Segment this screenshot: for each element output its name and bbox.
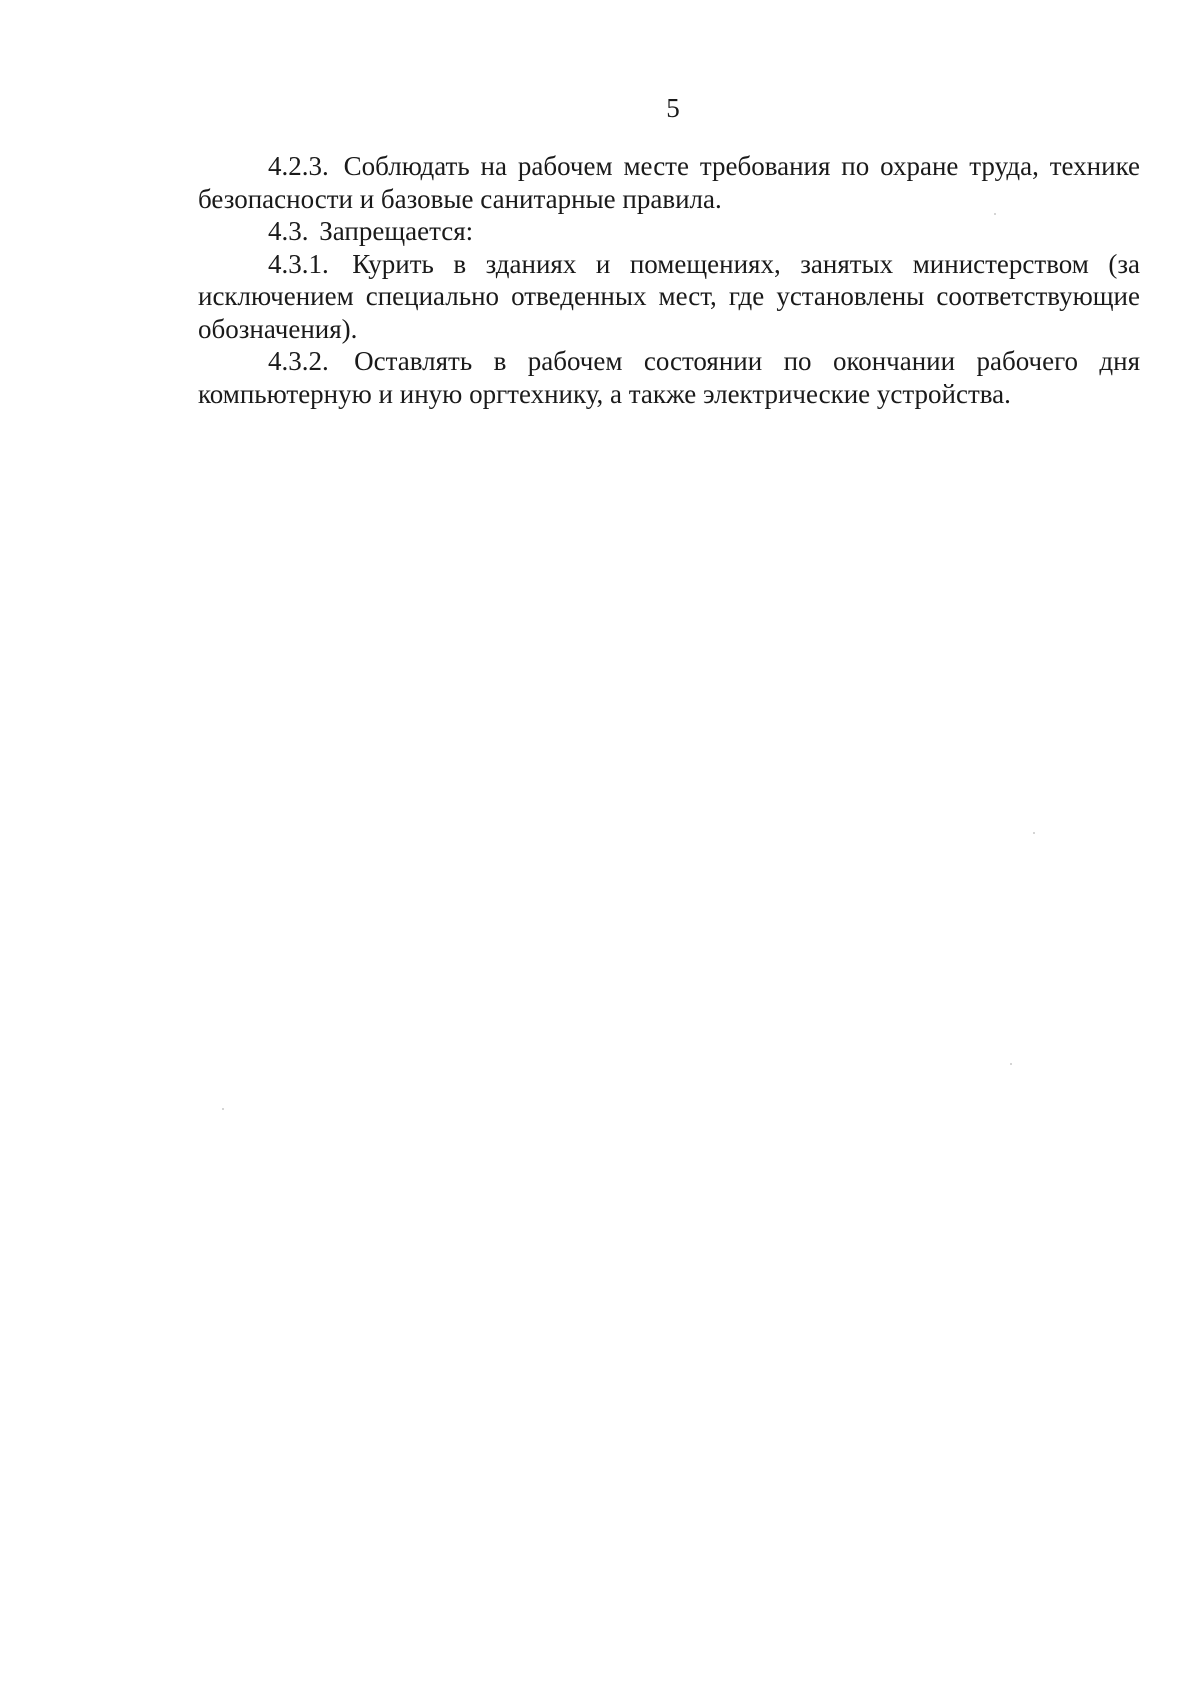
paragraph-text: Оставлять в рабочем состоянии по окончании рабочего дня компьютерную и иную оргтехнику, а также электрические устройства. xyxy=(198,346,1140,409)
scan-speck xyxy=(1033,832,1035,834)
paragraph-number: 4.3.2. xyxy=(268,346,329,376)
paragraph-4-3 xyxy=(198,215,1140,248)
paragraph-4-3-2 xyxy=(198,345,1140,410)
paragraph-4-3-1 xyxy=(198,248,1140,346)
paragraph-text: Соблюдать на рабочем месте требования по охране труда, технике безопасности и базовые санитарные правила. xyxy=(198,151,1140,214)
paragraph-text: Запрещается: xyxy=(319,216,474,246)
page-number: 5 xyxy=(666,93,680,123)
paragraph-4-2-3 xyxy=(198,150,1140,215)
paragraph-number: 4.3. xyxy=(268,216,309,246)
paragraph-number: 4.3.1. xyxy=(268,248,329,279)
paragraph-number: 4.2.3. xyxy=(268,151,329,181)
document-body xyxy=(198,150,1140,410)
scan-speck xyxy=(1010,1063,1012,1065)
scan-speck xyxy=(994,213,996,215)
paragraph-text: Курить в зданиях и помещениях, занятых министерством (за исключением специально отведенных мест, где установлены соответствующие обозначения). xyxy=(198,248,1140,344)
scan-speck xyxy=(222,1108,224,1110)
